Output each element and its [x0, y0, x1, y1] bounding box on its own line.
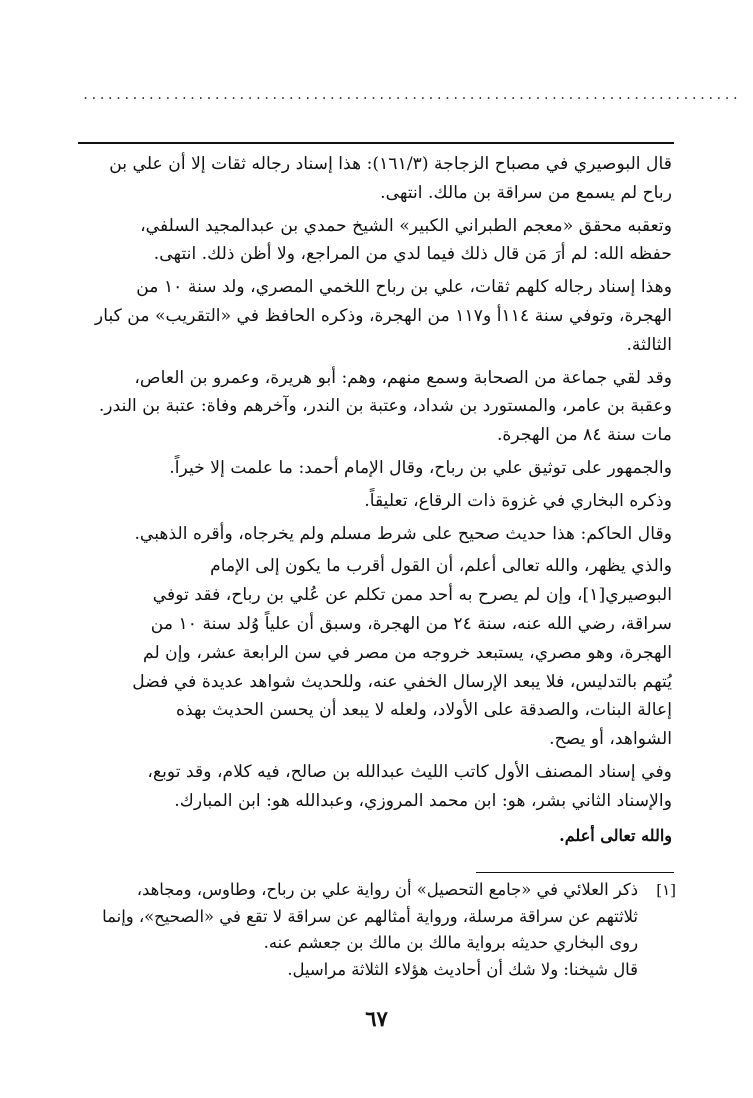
- header-dotted-line: ................................................................................: [82, 88, 740, 102]
- text-line: يُتهم بالتدليس، فلا يبعد الإرسال الخفي عنه، وللحديث شواهد عديدة في فضل: [132, 671, 672, 692]
- text-line: وفي إسناد المصنف الأول كاتب الليث عبدالله بن صالح، فيه كلام، وقد توبع،: [147, 761, 672, 782]
- text-line: وعقبة بن عامر، والمستورد بن شداد، وعتبة بن الندر، وآخرهم وفاة: عتبة بن الندر.: [98, 396, 672, 417]
- text-line: الهجرة، وهو مصري، يستبعد خروجه من مصر في سن الرابعة عشر، وإن لم: [143, 642, 672, 663]
- footnote-rule: [476, 872, 674, 873]
- text-line: مات سنة ٨٤ من الهجرة.: [496, 425, 672, 446]
- text-line: والجمهور على توثيق علي بن رباح، وقال الإمام أحمد: ما علمت إلا خيراً.: [169, 457, 672, 478]
- paragraph-7: [80, 520, 672, 549]
- footnote-marker: [١]: [656, 881, 676, 899]
- closing-phrase: والله تعالى أعلم.: [559, 825, 672, 845]
- footnote-text: [80, 877, 638, 983]
- top-rule: [78, 142, 674, 144]
- text-line: حفظه الله: لم أرَ مَن قال ذلك فيما لدي من المراجع، ولا أظن ذلك. انتهى.: [153, 244, 672, 265]
- main-text: [80, 150, 672, 850]
- text-line: وقد لقي جماعة من الصحابة وسمع منهم، وهم: أبو هريرة، وعمرو بن العاص،: [134, 367, 672, 388]
- text-line: والإسناد الثاني بشر، هو: ابن محمد المروزي، وعبدالله هو: ابن المبارك.: [174, 790, 672, 811]
- text-line: الشواهد، أو يصح.: [549, 729, 672, 750]
- text-line: وذكره البخاري في غزوة ذات الرقاع، تعليقاً.: [364, 490, 672, 511]
- text-line: الثالثة.: [626, 334, 672, 355]
- text-line: وقال الحاكم: هذا حديث صحيح على شرط مسلم ولم يخرجاه، وأقره الذهبي.: [134, 523, 672, 544]
- page-number: ٦٧: [365, 1006, 388, 1031]
- paragraph-4: [80, 364, 672, 450]
- paragraph-1: [80, 150, 672, 208]
- footnote-line: قال شيخنا: ولا شك أن أحاديث هؤلاء الثلاثة مراسيل.: [287, 959, 638, 979]
- paragraph-8: [80, 552, 672, 754]
- text-line: قال البوصيري في مصباح الزجاجة (١٦١/٣): هذا إسناد رجاله ثقات إلا أن علي بن: [109, 154, 672, 174]
- text-line: الهجرة، وتوفي سنة ١١٤أ و١١٧ من الهجرة، وذكره الحافظ في «التقريب» من كبار: [94, 305, 672, 326]
- paragraph-3: [80, 273, 672, 359]
- paragraph-6: [80, 487, 672, 516]
- footnote-line: ذكر العلائي في «جامع التحصيل» أن رواية علي بن رباح، وطاوس، ومجاهد،: [136, 880, 638, 899]
- paragraph-5: [80, 454, 672, 483]
- text-line: البوصيري[١]، وإن لم يصرح به أحد ممن تكلم عن عُلي بن رباح، فقد توفي: [152, 585, 672, 606]
- paragraph-2: [80, 212, 672, 270]
- text-line: والذي يظهر، والله تعالى أعلم، أن القول أقرب ما يكون إلى الإمام: [210, 556, 672, 577]
- text-line: رباح لم يسمع من سراقة بن مالك. انتهى.: [380, 182, 672, 203]
- text-line: سراقة، رضي الله عنه، سنة ٢٤ من الهجرة، وسبق أن علياً وُلد سنة ١٠ من: [150, 613, 672, 634]
- footnote-line: روى البخاري حديثه برواية مالك بن مالك بن جعشم عنه.: [263, 933, 638, 952]
- text-line: وتعقبه محقق «معجم الطبراني الكبير» الشيخ حمدي بن عبدالمجيد السلفي،: [140, 215, 672, 236]
- footnote-line: ثلاثتهم عن سراقة مرسلة، ورواية أمثالهم عن سراقة لا تقع في «الصحيح»، وإنما: [102, 906, 638, 926]
- text-line: إعالة البنات، والصدقة على الأولاد، ولعله لا يبعد أن يحسن الحديث بهذه: [175, 700, 672, 721]
- paragraph-9: [80, 758, 672, 816]
- text-line: وهذا إسناد رجاله كلهم ثقات، علي بن رباح اللخمي المصري، ولد سنة ١٠ من: [136, 277, 672, 298]
- footnote: [80, 877, 676, 983]
